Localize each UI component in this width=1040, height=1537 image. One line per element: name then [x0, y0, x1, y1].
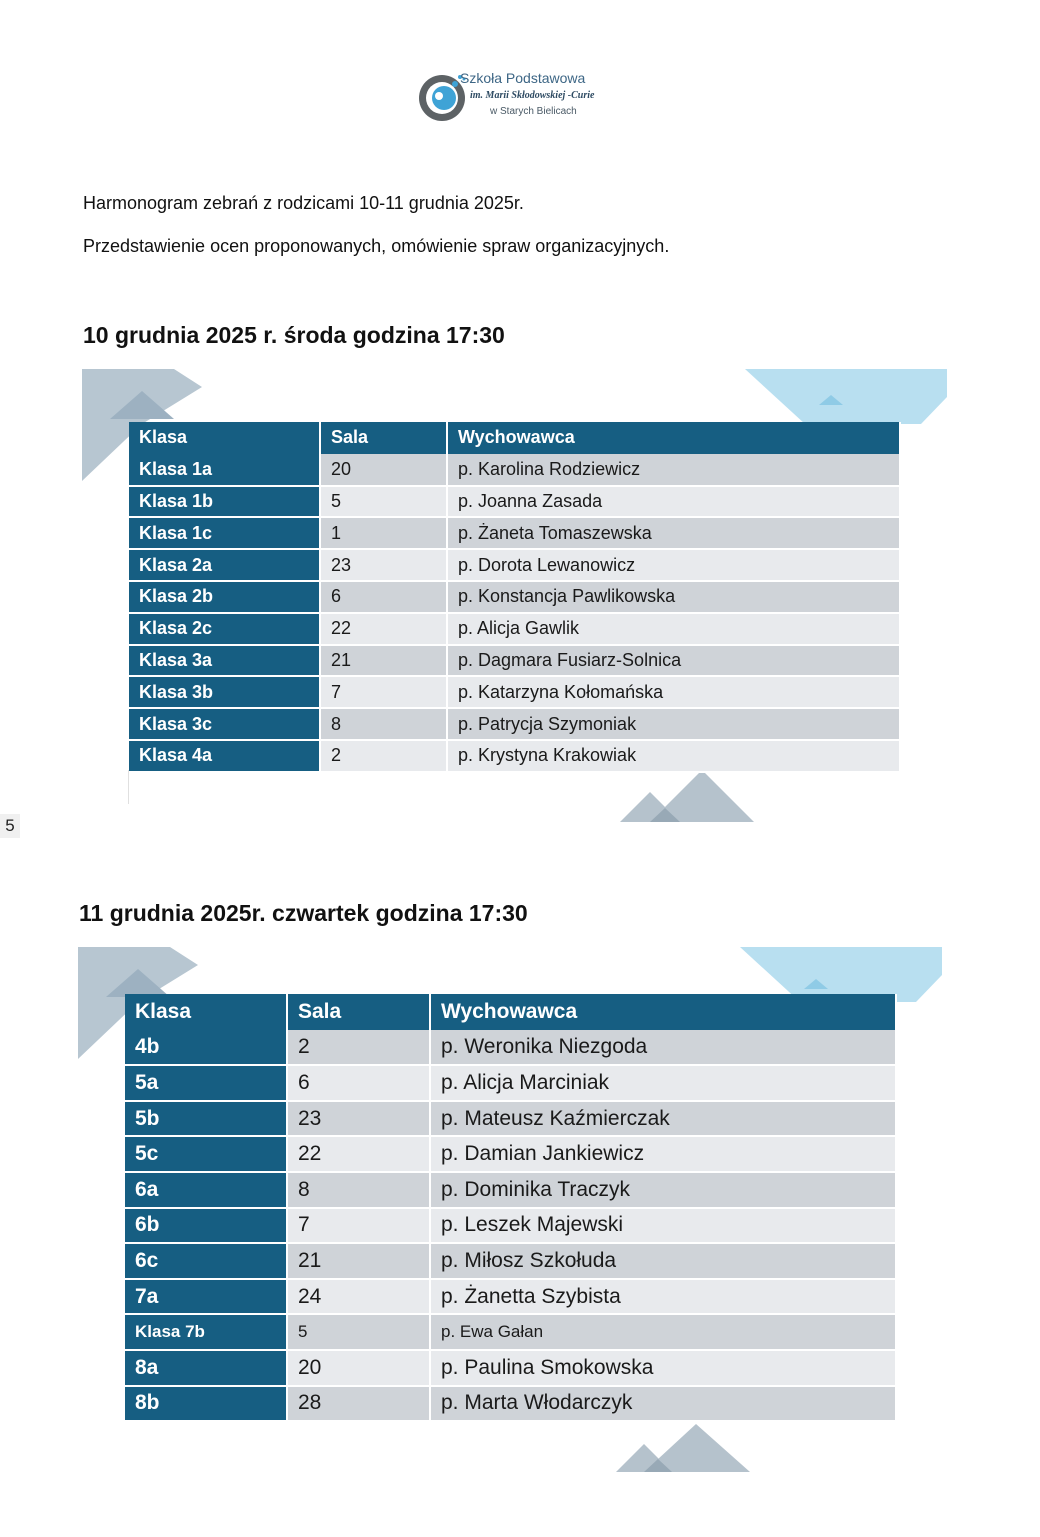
table-header-row — [125, 994, 896, 1030]
cell-sala: 21 — [320, 645, 447, 677]
table-row — [125, 1279, 896, 1315]
day1-heading: 10 grudnia 2025 r. środa godzina 17:30 — [83, 322, 505, 348]
cell-klasa: 8a — [125, 1350, 287, 1386]
column-header-klasa: Klasa — [125, 994, 287, 1030]
table-row — [129, 708, 900, 740]
cell-wychowawca: p. Dominika Traczyk — [430, 1172, 896, 1208]
decor-shape-bottom-2 — [616, 1424, 750, 1472]
table-row — [125, 1243, 896, 1279]
logo-school-name: Szkoła Podstawowa — [460, 70, 586, 86]
cell-klasa: Klasa 1a — [129, 454, 320, 486]
cell-wychowawca: p. Żaneta Tomaszewska — [447, 517, 900, 549]
table-row — [129, 549, 900, 581]
page-marker: 5 — [0, 814, 20, 838]
cell-wychowawca: p. Krystyna Krakowiak — [447, 740, 900, 772]
table-row — [129, 517, 900, 549]
table-row — [125, 1350, 896, 1386]
table-row — [129, 613, 900, 645]
cell-sala: 22 — [287, 1136, 430, 1172]
cell-sala: 8 — [287, 1172, 430, 1208]
cell-klasa: Klasa 1b — [129, 486, 320, 518]
cell-wychowawca: p. Konstancja Pawlikowska — [447, 581, 900, 613]
cell-sala: 2 — [287, 1030, 430, 1066]
table-header-row — [129, 422, 900, 454]
cell-wychowawca: p. Damian Jankiewicz — [430, 1136, 896, 1172]
cell-wychowawca: p. Marta Włodarczyk — [430, 1386, 896, 1422]
cell-wychowawca: p. Mateusz Kaźmierczak — [430, 1101, 896, 1137]
cell-klasa: 5c — [125, 1136, 287, 1172]
cell-sala: 7 — [287, 1208, 430, 1244]
table-row — [125, 1065, 896, 1101]
cell-sala: 5 — [320, 486, 447, 518]
decor-shape-bottom-1 — [620, 768, 754, 822]
table-row — [129, 486, 900, 518]
cell-wychowawca: p. Leszek Majewski — [430, 1208, 896, 1244]
day2-schedule-table — [125, 994, 897, 1422]
table-row — [125, 1030, 896, 1066]
table-edge-line — [128, 770, 129, 804]
cell-sala: 23 — [287, 1101, 430, 1137]
logo-location: w Starych Bielicach — [490, 106, 577, 117]
intro-description: Przedstawienie ocen proponowanych, omówienie spraw organizacyjnych. — [83, 236, 670, 256]
cell-klasa: Klasa 2c — [129, 613, 320, 645]
day2-heading: 11 grudnia 2025r. czwartek godzina 17:30 — [79, 900, 528, 926]
table-row — [129, 645, 900, 677]
cell-sala: 5 — [287, 1314, 430, 1350]
cell-klasa: Klasa 4a — [129, 740, 320, 772]
cell-wychowawca: p. Karolina Rodziewicz — [447, 454, 900, 486]
table-row — [129, 740, 900, 772]
decor-shape-right-1 — [745, 369, 947, 429]
table-row — [129, 676, 900, 708]
day1-schedule-table — [129, 422, 901, 773]
cell-klasa: Klasa 2a — [129, 549, 320, 581]
cell-sala: 20 — [287, 1350, 430, 1386]
cell-wychowawca: p. Weronika Niezgoda — [430, 1030, 896, 1066]
table-row — [125, 1386, 896, 1422]
cell-sala: 6 — [287, 1065, 430, 1101]
table-row — [129, 454, 900, 486]
column-header-wychowawca: Wychowawca — [447, 422, 900, 454]
cell-klasa: 6a — [125, 1172, 287, 1208]
cell-klasa: 5b — [125, 1101, 287, 1137]
column-header-wychowawca: Wychowawca — [430, 994, 896, 1030]
cell-wychowawca: p. Katarzyna Kołomańska — [447, 676, 900, 708]
column-header-sala: Sala — [320, 422, 447, 454]
cell-wychowawca: p. Miłosz Szkołuda — [430, 1243, 896, 1279]
cell-klasa: Klasa 7b — [125, 1314, 287, 1350]
logo-patron: im. Marii Skłodowskiej -Curie — [470, 90, 595, 101]
cell-sala: 28 — [287, 1386, 430, 1422]
column-header-sala: Sala — [287, 994, 430, 1030]
cell-wychowawca: p. Alicja Gawlik — [447, 613, 900, 645]
cell-sala: 21 — [287, 1243, 430, 1279]
cell-sala: 22 — [320, 613, 447, 645]
cell-klasa: 6b — [125, 1208, 287, 1244]
table-row — [125, 1172, 896, 1208]
cell-klasa: Klasa 3b — [129, 676, 320, 708]
cell-klasa: 6c — [125, 1243, 287, 1279]
table-row — [125, 1101, 896, 1137]
cell-sala: 7 — [320, 676, 447, 708]
cell-sala: 20 — [320, 454, 447, 486]
school-logo — [418, 68, 618, 128]
cell-wychowawca: p. Alicja Marciniak — [430, 1065, 896, 1101]
cell-sala: 1 — [320, 517, 447, 549]
cell-sala: 2 — [320, 740, 447, 772]
cell-sala: 8 — [320, 708, 447, 740]
cell-klasa: 4b — [125, 1030, 287, 1066]
cell-klasa: 7a — [125, 1279, 287, 1315]
cell-klasa: Klasa 1c — [129, 517, 320, 549]
cell-klasa: 8b — [125, 1386, 287, 1422]
cell-wychowawca: p. Dagmara Fusiarz-Solnica — [447, 645, 900, 677]
table-row — [125, 1208, 896, 1244]
cell-wychowawca: p. Joanna Zasada — [447, 486, 900, 518]
cell-sala: 6 — [320, 581, 447, 613]
cell-sala: 23 — [320, 549, 447, 581]
cell-wychowawca: p. Ewa Gałan — [430, 1314, 896, 1350]
table-row — [125, 1136, 896, 1172]
table-row — [125, 1314, 896, 1350]
cell-sala: 24 — [287, 1279, 430, 1315]
cell-klasa: Klasa 3c — [129, 708, 320, 740]
cell-wychowawca: p. Paulina Smokowska — [430, 1350, 896, 1386]
cell-wychowawca: p. Dorota Lewanowicz — [447, 549, 900, 581]
intro-title: Harmonogram zebrań z rodzicami 10-11 grudnia 2025r. — [83, 193, 524, 213]
cell-wychowawca: p. Patrycja Szymoniak — [447, 708, 900, 740]
school-logo-icon — [418, 68, 466, 128]
cell-wychowawca: p. Żanetta Szybista — [430, 1279, 896, 1315]
table-row — [129, 581, 900, 613]
cell-klasa: 5a — [125, 1065, 287, 1101]
column-header-klasa: Klasa — [129, 422, 320, 454]
cell-klasa: Klasa 2b — [129, 581, 320, 613]
cell-klasa: Klasa 3a — [129, 645, 320, 677]
